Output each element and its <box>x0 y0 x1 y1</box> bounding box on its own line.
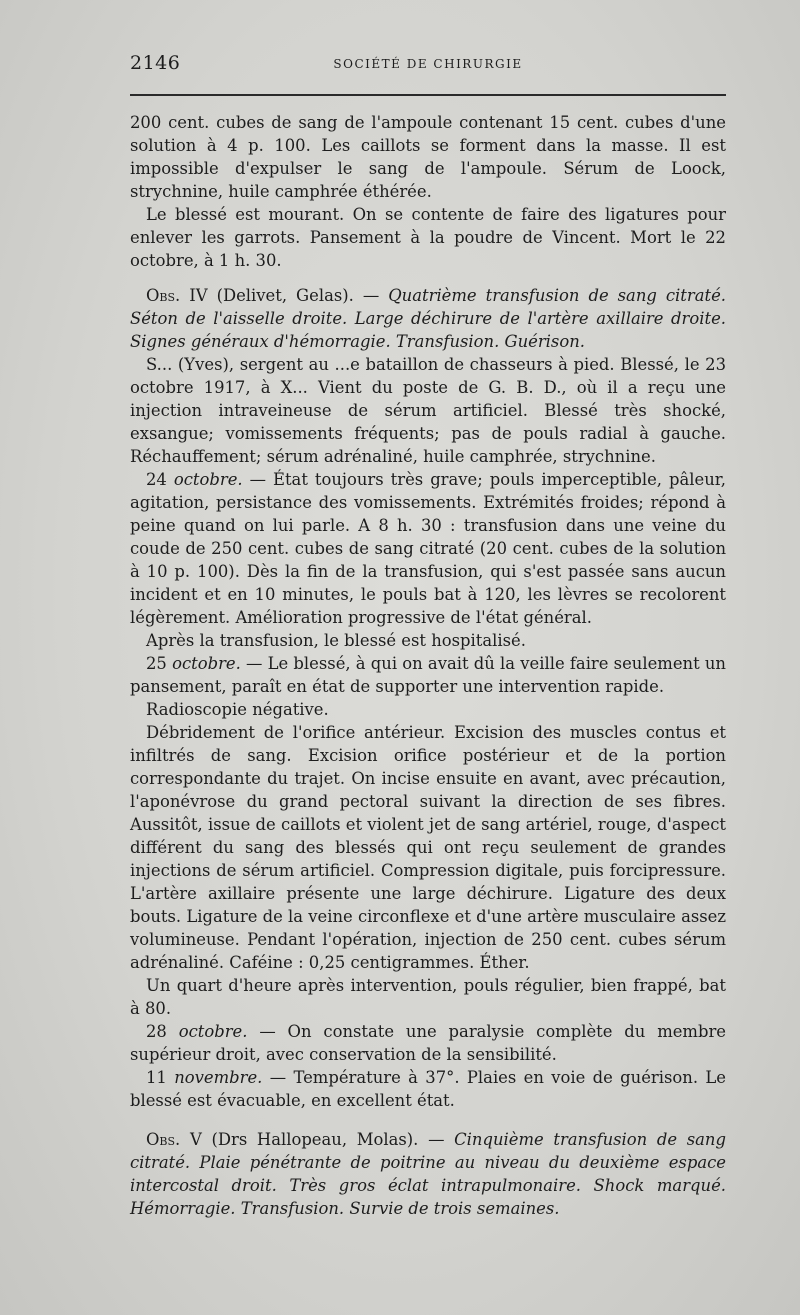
paragraph <box>130 974 726 1020</box>
paragraph <box>130 1128 726 1220</box>
page-number: 2146 <box>130 52 181 74</box>
paragraph <box>130 652 726 698</box>
paragraph <box>130 353 726 468</box>
italic-text: novembre. <box>174 1068 263 1087</box>
text-run: IV (Delivet, Gelas). — <box>180 286 389 305</box>
small-caps-text: Obs. <box>146 286 181 305</box>
paragraph <box>130 721 726 974</box>
small-caps-text: Obs. <box>146 1130 181 1149</box>
text-run: 200 cent. cubes de sang de l'ampoule contenant 15 cent. cubes d'une solution à 4 p. 100. Les caillots se forment dans la masse. Il est impossible d'expulser le sang de l'ampoule. Sérum de Loock, strychnine, huile camphrée éthérée. <box>130 113 726 201</box>
text-run: Un quart d'heure après intervention, pouls régulier, bien frappé, bat à 80. <box>130 976 726 1018</box>
text-run: Après la transfusion, le blessé est hospitalisé. <box>146 631 526 650</box>
header-rule <box>130 94 726 96</box>
text-run: — On constate une paralysie complète du membre supérieur droit, avec conservation de la sensibilité. <box>130 1022 727 1064</box>
text-run: 25 <box>146 654 173 673</box>
text-run: 24 <box>146 470 174 489</box>
text-run: Le blessé est mourant. On se contente de faire des ligatures pour enlever les garrots. Pansement à la poudre de Vincent. Mort le 22 octobre, à 1 h. 30. <box>130 205 726 270</box>
paragraph <box>130 111 726 203</box>
paragraph <box>130 1020 726 1066</box>
italic-text: octobre. <box>178 1022 248 1041</box>
page-header <box>130 52 726 78</box>
italic-text: Cinquième transfusion de sang citraté. Plaie pénétrante de poitrine au niveau du deuxième espace intercostal droit. Très gros éclat intrapulmonaire. Shock marqué. Hémorragie. Transfusion. Survie de trois semaines. <box>130 1130 726 1218</box>
text-run: 28 <box>146 1022 179 1041</box>
paragraph <box>130 284 726 353</box>
text-run: — État toujours très grave; pouls imperceptible, pâleur, agitation, persistance des vomissements. Extrémités froides; répond à peine quand on lui parle. A 8 h. 30 : transfusion dans une veine du coude de 250 cent. cubes de sang citraté (20 cent. cubes de la solution à 10 p. 100). Dès la fin de la transfusion, qui s'est passée sans aucun incident et en 10 minutes, le pouls bat à 120, les lèvres se recolorent légèrement. Amélioration progressive de l'état général. <box>130 470 726 627</box>
italic-text: octobre. <box>173 470 243 489</box>
text-run: — Température à 37°. Plaies en voie de guérison. Le blessé est évacuable, en excellent état. <box>130 1068 726 1110</box>
paragraph <box>130 1066 726 1112</box>
running-head: SOCIÉTÉ DE CHIRURGIE <box>333 57 523 71</box>
text-run: V (Drs Hallopeau, Molas). — <box>180 1130 455 1149</box>
text-run: — Le blessé, à qui on avait dû la veille faire seulement un pansement, paraît en état de supporter une intervention rapide. <box>130 654 726 696</box>
paragraph <box>130 698 726 721</box>
text-run: Débridement de l'orifice antérieur. Excision des muscles contus et infiltrés de sang. Excision orifice postérieur et de la portion correspondante du trajet. On incise ensuite en avant, avec précaution, l'aponévrose du grand pectoral suivant la direction de ses fibres. Aussitôt, issue de caillots et violent jet de sang artériel, rouge, d'aspect différent du sang des blessés qui ont reçu seulement de grandes injections de sérum artificiel. Compression digitale, puis forcipressure. L'artère axillaire présente une large déchirure. Ligature des deux bouts. Ligature de la veine circonflexe et d'une artère musculaire assez volumineuse. Pendant l'opération, injection de 250 cent. cubes sérum adrénaliné. Caféine : 0,25 centigrammes. Éther. <box>130 723 726 972</box>
italic-text: octobre. <box>172 654 241 673</box>
text-run: S... (Yves), sergent au ...e bataillon de chasseurs à pied. Blessé, le 23 octobre 1917, à X... Vient du poste de G. B. D., où il a reçu une injection intraveineuse de sérum artificiel. Blessé très shocké, exsangue; vomissements fréquents; pas de pouls radial à gauche. Réchauffement; sérum adrénaliné, huile camphrée, strychnine. <box>130 355 726 466</box>
paragraph <box>130 203 726 272</box>
paragraph <box>130 468 726 629</box>
text-run: Radioscopie négative. <box>146 700 329 719</box>
body-text <box>130 111 726 1220</box>
italic-text: Quatrième transfusion de sang citraté. Séton de l'aisselle droite. Large déchirure de l'artère axillaire droite. Signes généraux d'hémorragie. Transfusion. Guérison. <box>130 286 726 351</box>
text-run: 11 <box>146 1068 175 1087</box>
paragraph <box>130 629 726 652</box>
